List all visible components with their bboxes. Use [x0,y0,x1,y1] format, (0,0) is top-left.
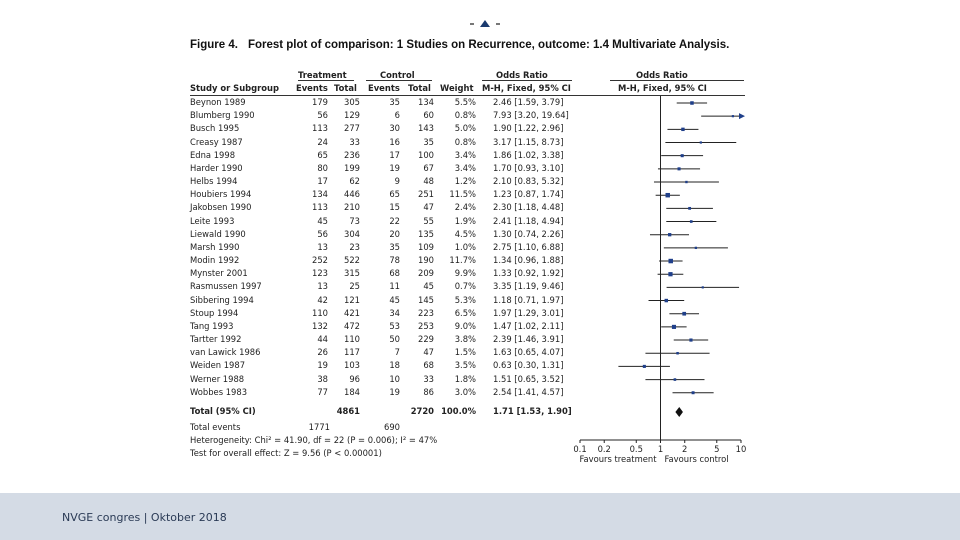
weight: 0.8% [454,136,476,147]
control-total: 47 [423,202,434,213]
control-total: 145 [418,294,434,305]
odds-ratio-ci: 1.70 [0.93, 3.10] [493,162,564,173]
treatment-events: 110 [312,307,328,318]
weight: 11.5% [449,189,476,200]
logo-icon [470,18,500,30]
weight: 3.4% [454,149,476,160]
control-events: 65 [389,189,400,200]
odds-ratio-ci: 7.93 [3.20, 19.64] [493,110,569,121]
treatment-events: 17 [317,176,328,187]
study-name: Tartter 1992 [190,334,242,345]
point-estimate [681,154,684,157]
point-estimate [689,338,692,341]
weight: 3.8% [454,334,476,345]
weight: 11.7% [449,255,476,266]
treatment-events: 13 [317,281,328,292]
treatment-total: 62 [349,176,360,187]
control-events: 9 [394,176,400,187]
x-tick-label: 0.2 [597,444,611,454]
point-estimate [702,286,704,288]
control-total: 143 [418,123,434,134]
study-name: Wobbes 1983 [190,386,248,397]
control-total: 45 [423,281,434,292]
control-total: 47 [423,347,434,358]
point-estimate [700,141,702,143]
treatment-events: 179 [312,97,328,107]
treatment-total: 121 [344,294,360,305]
study-name: Weiden 1987 [190,360,246,371]
study-name: Stoup 1994 [190,307,239,318]
odds-ratio-ci: 1.18 [0.71, 1.97] [493,294,564,305]
point-estimate [685,181,687,183]
point-estimate [672,325,676,329]
control-total: 229 [418,334,434,345]
odds-ratio-ci: 1.30 [0.74, 2.26] [493,228,564,239]
control-total: 109 [418,241,434,252]
odds-ratio-ci: 2.46 [1.59, 3.79] [493,97,564,107]
weight: 9.0% [454,320,476,331]
treatment-total: 277 [344,123,360,134]
treatment-total: 103 [344,360,360,371]
weight: 3.5% [454,360,476,371]
odds-ratio-ci: 1.33 [0.92, 1.92] [493,268,564,279]
odds-ratio-ci: 3.17 [1.15, 8.73] [493,136,564,147]
total-events-treatment: 1771 [308,422,330,432]
point-estimate [643,365,646,368]
odds-ratio-ci: 1.90 [1.22, 2.96] [493,123,564,134]
x-tick-label: 5 [714,444,720,454]
header-underline-or [482,80,572,81]
study-name: Modin 1992 [190,255,240,266]
weight: 6.5% [454,307,476,318]
study-name: Busch 1995 [190,123,240,134]
study-name: Tang 1993 [190,320,234,331]
figure-label: Figure 4. [190,39,238,51]
study-name: Creasy 1987 [190,136,243,147]
header-underline-control [366,80,432,81]
control-events: 19 [389,386,400,397]
control-total: 48 [423,176,434,187]
weight: 1.0% [454,241,476,252]
treatment-total: 522 [344,255,360,266]
study-name: Marsh 1990 [190,241,240,252]
point-estimate [732,115,734,117]
odds-ratio-ci: 1.34 [0.96, 1.88] [493,255,564,266]
control-events: 78 [389,255,400,266]
control-events: 30 [389,123,400,134]
header-method: M-H, Fixed, 95% CI [482,83,571,93]
header-events-treatment: Events [296,83,328,93]
study-name: Rasmussen 1997 [190,281,262,292]
weight: 0.8% [454,110,476,121]
header-method-plot: M-H, Fixed, 95% CI [618,83,707,93]
total-events-control: 690 [384,422,400,432]
control-events: 6 [394,110,400,121]
odds-ratio-ci: 0.63 [0.30, 1.31] [493,360,564,371]
treatment-events: 42 [317,294,328,305]
weight: 0.7% [454,281,476,292]
weight: 3.4% [454,162,476,173]
favours-control-label: Favours control [664,454,729,464]
treatment-events: 44 [317,334,328,345]
total-ci: 1.71 [1.53, 1.90] [493,406,572,416]
header-weight: Weight [440,83,474,93]
weight: 5.0% [454,123,476,134]
point-estimate [678,167,681,170]
header-total-treatment: Total [334,83,357,93]
header-underline-treatment [298,80,354,81]
study-name: Beynon 1989 [190,97,246,107]
point-estimate [688,207,691,210]
control-events: 7 [394,347,400,358]
point-estimate [681,128,684,131]
header-treatment: Treatment [298,70,347,80]
header-total-control: Total [408,83,431,93]
treatment-total: 25 [349,281,360,292]
odds-ratio-ci: 2.39 [1.46, 3.91] [493,334,564,345]
control-events: 19 [389,162,400,173]
treatment-events: 132 [312,320,328,331]
total-control-n: 2720 [410,406,434,416]
treatment-total: 472 [344,320,360,331]
control-total: 209 [418,268,434,279]
point-estimate [682,312,686,316]
control-total: 100 [418,149,434,160]
control-events: 17 [389,149,400,160]
point-estimate [668,233,671,236]
treatment-total: 117 [344,347,360,358]
study-name: Helbs 1994 [190,176,238,187]
treatment-total: 73 [349,215,360,226]
control-events: 18 [389,360,400,371]
control-total: 134 [418,97,434,107]
treatment-events: 80 [317,162,328,173]
treatment-events: 77 [317,386,328,397]
control-total: 86 [423,386,434,397]
treatment-total: 33 [349,136,360,147]
total-events-label: Total events [190,422,241,432]
control-total: 251 [418,189,434,200]
control-total: 60 [423,110,434,121]
treatment-events: 19 [317,360,328,371]
heterogeneity-text: Heterogeneity: Chi² = 41.90, df = 22 (P = 0.006); I² = 47% [190,435,438,445]
point-estimate [690,101,694,105]
treatment-total: 199 [344,162,360,173]
pooled-diamond [675,407,683,417]
treatment-events: 56 [317,228,328,239]
odds-ratio-ci: 1.23 [0.87, 1.74] [493,189,564,200]
study-name: Werner 1988 [190,373,245,384]
weight: 3.0% [454,386,476,397]
control-events: 22 [389,215,400,226]
study-name: van Lawick 1986 [190,347,261,358]
control-events: 68 [389,268,400,279]
treatment-total: 210 [344,202,360,213]
odds-ratio-ci: 3.35 [1.19, 9.46] [493,281,564,292]
control-events: 35 [389,97,400,107]
treatment-events: 123 [312,268,328,279]
point-estimate [665,299,668,302]
point-estimate [695,247,697,249]
point-estimate [668,259,672,263]
treatment-total: 446 [344,189,360,200]
treatment-total: 236 [344,149,360,160]
treatment-total: 23 [349,241,360,252]
control-events: 16 [389,136,400,147]
x-tick-label: 1 [657,444,664,454]
odds-ratio-ci: 2.75 [1.10, 6.88] [493,241,564,252]
treatment-total: 304 [344,228,360,239]
point-estimate [666,193,670,197]
control-total: 190 [418,255,434,266]
study-name: Edna 1998 [190,149,236,160]
x-tick-label: 0.5 [629,444,643,454]
overall-effect-text: Test for overall effect: Z = 9.56 (P < 0.00001) [190,448,382,458]
header-underline-or-plot [610,80,744,81]
header-study: Study or Subgroup [190,83,279,93]
control-total: 223 [418,307,434,318]
odds-ratio-ci: 1.97 [1.29, 3.01] [493,307,564,318]
header-events-control: Events [368,83,400,93]
treatment-events: 13 [317,241,328,252]
odds-ratio-ci: 1.63 [0.65, 4.07] [493,347,564,358]
control-events: 35 [389,241,400,252]
control-total: 35 [423,136,434,147]
odds-ratio-ci: 2.30 [1.18, 4.48] [493,202,564,213]
control-events: 53 [389,320,400,331]
control-total: 68 [423,360,434,371]
point-estimate [674,378,677,381]
favours-treatment-label: Favours treatment [579,454,657,464]
weight: 2.4% [454,202,476,213]
total-label: Total (95% CI) [190,406,256,416]
treatment-total: 96 [349,373,360,384]
treatment-events: 24 [317,136,328,147]
study-name: Liewald 1990 [190,228,246,239]
weight: 1.2% [454,176,476,187]
treatment-total: 421 [344,307,360,318]
control-total: 253 [418,320,434,331]
weight: 1.9% [454,215,476,226]
control-events: 50 [389,334,400,345]
treatment-events: 113 [312,123,328,134]
header-odds-ratio-plot: Odds Ratio [636,70,688,80]
weight: 4.5% [454,228,476,239]
treatment-total: 129 [344,110,360,121]
weight: 9.9% [454,268,476,279]
point-estimate [690,220,693,223]
control-total: 33 [423,373,434,384]
header-control: Control [380,70,415,80]
odds-ratio-ci: 1.47 [1.02, 2.11] [493,320,564,331]
total-weight: 100.0% [441,406,476,416]
x-tick-label: 10 [735,444,747,454]
treatment-events: 56 [317,110,328,121]
treatment-events: 38 [317,373,328,384]
point-estimate [676,352,679,355]
total-treatment-n: 4861 [336,406,360,416]
control-total: 67 [423,162,434,173]
odds-ratio-ci: 1.86 [1.02, 3.38] [493,149,564,160]
study-name: Sibbering 1994 [190,294,254,305]
treatment-events: 252 [312,255,328,266]
control-events: 15 [389,202,400,213]
treatment-total: 110 [344,334,360,345]
study-name: Mynster 2001 [190,268,248,279]
study-name: Harder 1990 [190,162,243,173]
control-events: 20 [389,228,400,239]
study-name: Leite 1993 [190,215,235,226]
header-odds-ratio: Odds Ratio [496,70,548,80]
point-estimate [692,391,695,394]
figure-title [190,39,729,51]
study-name: Blumberg 1990 [190,110,255,121]
weight: 1.5% [454,347,476,358]
odds-ratio-ci: 1.51 [0.65, 3.52] [493,373,564,384]
weight: 5.5% [454,97,476,107]
treatment-events: 113 [312,202,328,213]
treatment-total: 184 [344,386,360,397]
point-estimate [668,272,672,276]
footer-bar [0,493,960,540]
odds-ratio-ci: 2.10 [0.83, 5.32] [493,176,564,187]
treatment-events: 65 [317,149,328,160]
study-name: Jakobsen 1990 [190,202,252,213]
control-events: 11 [389,281,400,292]
figure-caption: Forest plot of comparison: 1 Studies on Recurrence, outcome: 1.4 Multivariate Analysis. [247,39,730,51]
treatment-events: 134 [312,189,328,200]
control-events: 10 [389,373,400,384]
control-total: 55 [423,215,434,226]
forest-plot [560,92,760,472]
x-tick-label: 0.1 [573,444,587,454]
ci-arrow-icon [739,113,745,119]
treatment-total: 305 [344,97,360,107]
treatment-events: 45 [317,215,328,226]
control-total: 135 [418,228,434,239]
footer-text: NVGE congres | Oktober 2018 [62,511,227,524]
x-tick-label: 2 [682,444,688,454]
study-name: Houbiers 1994 [190,189,252,200]
weight: 5.3% [454,294,476,305]
control-events: 45 [389,294,400,305]
control-events: 34 [389,307,400,318]
weight: 1.8% [454,373,476,384]
treatment-events: 26 [317,347,328,358]
odds-ratio-ci: 2.54 [1.41, 4.57] [493,386,564,397]
odds-ratio-ci: 2.41 [1.18, 4.94] [493,215,564,226]
treatment-total: 315 [344,268,360,279]
